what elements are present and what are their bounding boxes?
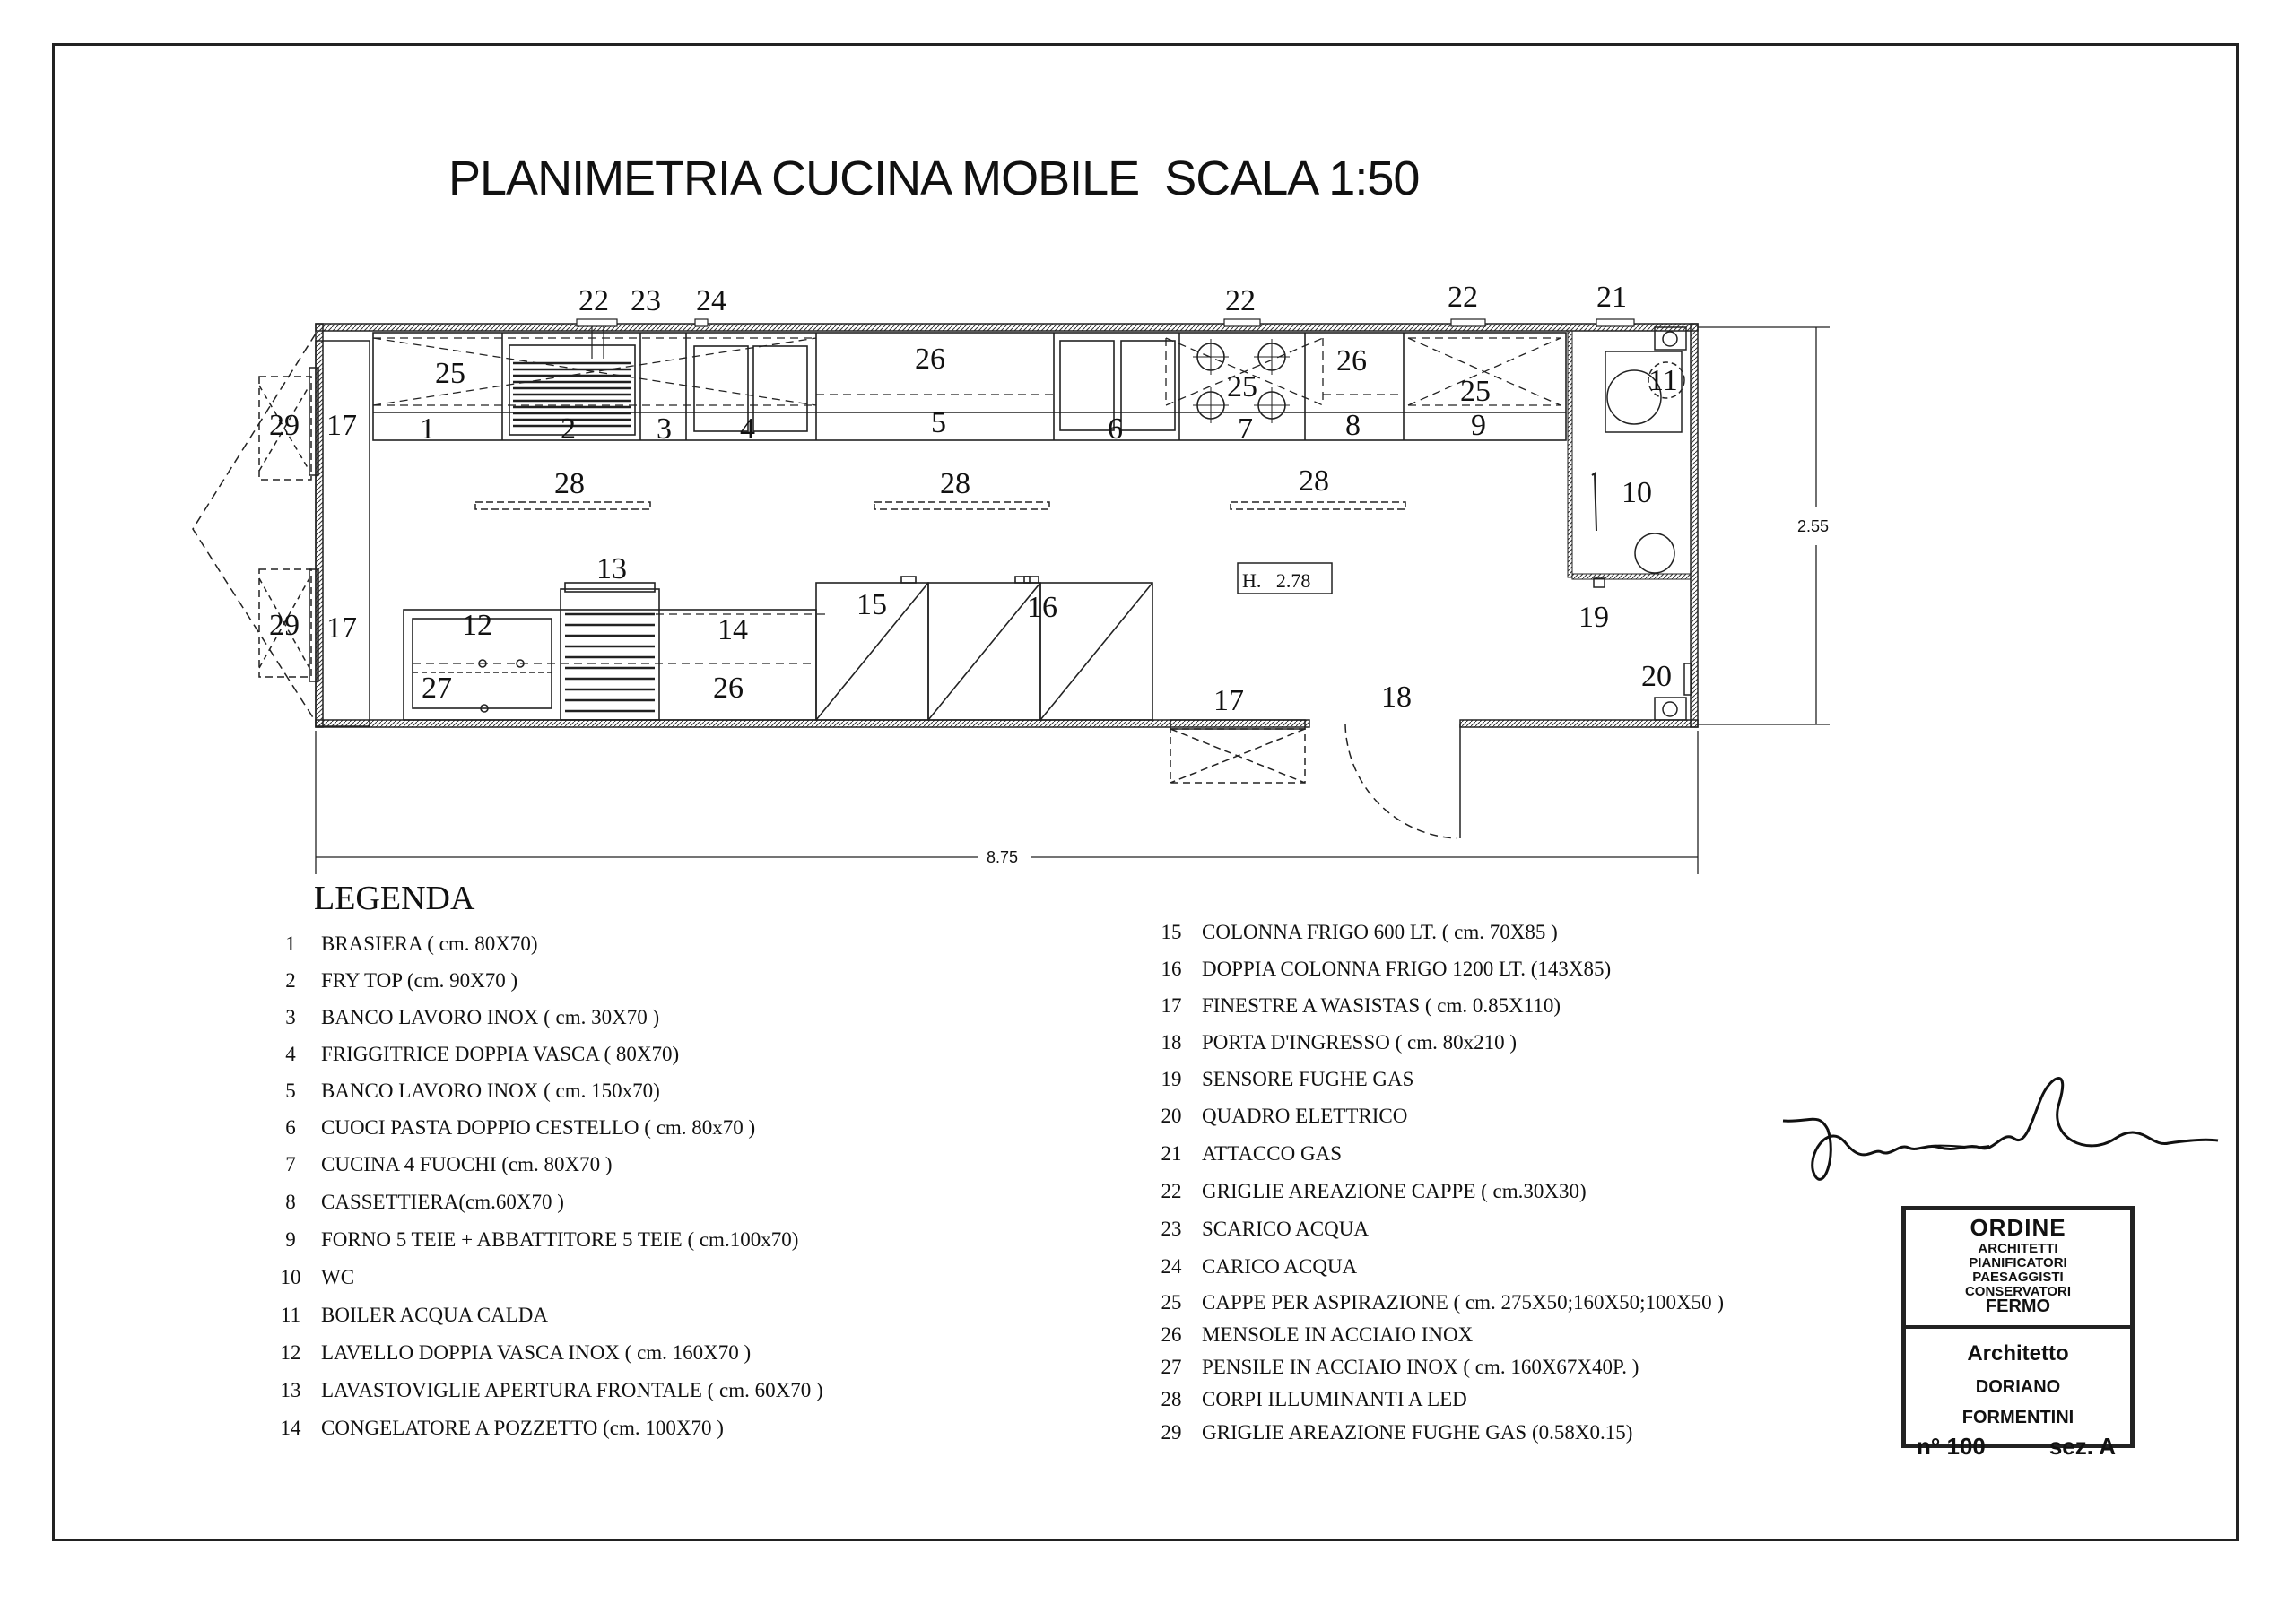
label-29-a: 29 — [269, 409, 300, 442]
label-16: 16 — [1027, 591, 1057, 624]
label-15: 15 — [857, 588, 887, 621]
legend-number: 29 — [1161, 1421, 1182, 1444]
legend-number: 20 — [1161, 1105, 1182, 1127]
label-2: 2 — [561, 412, 576, 446]
label-3: 3 — [657, 412, 672, 446]
legend-number: 6 — [285, 1116, 296, 1139]
hoods-and-shelves — [373, 338, 1561, 663]
label-17-a: 17 — [326, 409, 357, 442]
legend-text: FRIGGITRICE DOPPIA VASCA ( 80X70) — [321, 1043, 680, 1065]
legend-text: CASSETTIERA(cm.60X70 ) — [321, 1191, 564, 1213]
legend-item-5 — [269, 1080, 660, 1103]
label-28-b: 28 — [940, 467, 970, 500]
label-20: 20 — [1641, 660, 1672, 693]
legend-text: QUADRO ELETTRICO — [1202, 1105, 1408, 1127]
legend-number: 25 — [1161, 1291, 1182, 1314]
legend-number: 28 — [1161, 1388, 1182, 1410]
legend-item-11 — [269, 1304, 548, 1327]
drawing-title: PLANIMETRIA CUCINA MOBILE SCALA 1:50 — [448, 152, 1420, 205]
label-10: 10 — [1622, 476, 1652, 509]
legend-text: CARICO ACQUA — [1202, 1255, 1358, 1278]
label-22-c: 22 — [1448, 281, 1478, 314]
legend-item-17 — [1150, 994, 1561, 1018]
legend-text: CORPI ILLUMINANTI A LED — [1202, 1388, 1467, 1410]
label-9: 9 — [1471, 409, 1486, 442]
legend-item-23 — [1150, 1218, 1369, 1241]
legend-number: 22 — [1161, 1180, 1182, 1202]
legend-number: 23 — [1161, 1218, 1182, 1240]
stamp-line-2: ARCHITETTI — [1978, 1241, 2058, 1256]
stamp-number: n° 100 — [1917, 1433, 1986, 1460]
stamp-line-4: PAESAGGISTI — [1972, 1270, 2064, 1285]
label-8: 8 — [1345, 409, 1361, 442]
label-25-c: 25 — [1460, 375, 1491, 408]
label-5: 5 — [931, 406, 946, 439]
legend-item-6 — [269, 1116, 755, 1140]
legend-number: 19 — [1161, 1068, 1182, 1090]
legend-text: ATTACCO GAS — [1202, 1142, 1342, 1165]
legend-item-2 — [269, 969, 517, 993]
legend-number: 13 — [280, 1379, 301, 1401]
legend-number: 26 — [1161, 1323, 1182, 1346]
legend-item-22 — [1150, 1180, 1587, 1203]
professional-stamp — [1901, 1206, 2135, 1460]
legend-item-8 — [269, 1191, 564, 1214]
legend-text: BANCO LAVORO INOX ( cm. 150x70) — [321, 1080, 660, 1102]
legend-number: 17 — [1161, 994, 1182, 1017]
architect-signature — [1774, 1058, 2222, 1201]
label-25-a: 25 — [435, 357, 465, 390]
legend-item-24 — [1150, 1255, 1357, 1279]
legend-number: 18 — [1161, 1031, 1182, 1054]
top-labels — [578, 281, 1627, 317]
stamp-name-2: FORMENTINI — [1961, 1408, 2074, 1427]
label-14: 14 — [718, 613, 748, 646]
label-18: 18 — [1381, 681, 1412, 714]
legend-number: 14 — [280, 1417, 301, 1439]
legend-item-14 — [269, 1417, 724, 1440]
legend-number: 16 — [1161, 958, 1182, 980]
legend-text: MENSOLE IN ACCIAIO INOX — [1202, 1323, 1474, 1346]
legend-text: GRIGLIE AREAZIONE CAPPE ( cm.30X30) — [1202, 1180, 1587, 1202]
label-28-c: 28 — [1299, 464, 1329, 498]
legend-item-7 — [269, 1153, 613, 1176]
label-12: 12 — [462, 609, 492, 642]
dimension-depth: 2.55 — [1797, 517, 1830, 535]
legend-number: 4 — [285, 1043, 296, 1065]
legend-text: LAVASTOVIGLIE APERTURA FRONTALE ( cm. 60X70 ) — [321, 1379, 823, 1401]
legend-text: FORNO 5 TEIE + ABBATTITORE 5 TEIE ( cm.100x70) — [321, 1228, 799, 1251]
legend-title: LEGENDA — [314, 880, 475, 917]
stamp-line-5: CONSERVATORI — [1964, 1284, 2072, 1299]
label-17-b: 17 — [326, 611, 357, 645]
label-28-a: 28 — [554, 467, 585, 500]
legend-item-1 — [269, 932, 538, 956]
legend-text: DOPPIA COLONNA FRIGO 1200 LT. (143X85) — [1202, 958, 1612, 980]
legend-text: SCARICO ACQUA — [1202, 1218, 1369, 1240]
label-1: 1 — [420, 412, 435, 446]
legend-number: 24 — [1161, 1255, 1182, 1278]
label-6: 6 — [1108, 412, 1123, 446]
legend-item-16 — [1150, 958, 1611, 981]
label-19: 19 — [1578, 601, 1609, 634]
label-21: 21 — [1596, 281, 1627, 314]
legend-text: LAVELLO DOPPIA VASCA INOX ( cm. 160X70 ) — [321, 1341, 752, 1364]
label-4: 4 — [740, 412, 755, 446]
legend-item-26 — [1150, 1323, 1473, 1347]
label-24: 24 — [696, 284, 726, 317]
legend-number: 7 — [285, 1153, 296, 1175]
legend-text: CONGELATORE A POZZETTO (cm. 100X70 ) — [321, 1417, 724, 1439]
legend-item-12 — [269, 1341, 751, 1365]
legend-item-20 — [1150, 1105, 1407, 1128]
label-22-a: 22 — [578, 284, 609, 317]
legend-text: SENSORE FUGHE GAS — [1202, 1068, 1414, 1090]
legend-text: CAPPE PER ASPIRAZIONE ( cm. 275X50;160X50;100X50 ) — [1202, 1291, 1725, 1314]
legend-item-18 — [1150, 1031, 1517, 1054]
legend-number: 15 — [1161, 921, 1182, 943]
legend-text: PENSILE IN ACCIAIO INOX ( cm. 160X67X40P. ) — [1202, 1356, 1639, 1378]
legend-number: 27 — [1161, 1356, 1182, 1378]
dimension-width: 8.75 — [987, 848, 1019, 866]
stamp-line-1: ORDINE — [1970, 1214, 2066, 1241]
legend-number: 10 — [280, 1266, 301, 1288]
legend-text: BOILER ACQUA CALDA — [321, 1304, 549, 1326]
label-29-b: 29 — [269, 609, 300, 642]
top-counter — [373, 333, 1566, 440]
led-lights — [475, 502, 1405, 509]
legend-item-25 — [1150, 1291, 1724, 1314]
legend-item-27 — [1150, 1356, 1639, 1379]
legend-text: FINESTRE A WASISTAS ( cm. 0.85X110) — [1202, 994, 1561, 1017]
legend-text: FRY TOP (cm. 90X70 ) — [321, 969, 518, 992]
legend-item-28 — [1150, 1388, 1467, 1411]
legend-number: 21 — [1161, 1142, 1182, 1165]
legend-item-10 — [269, 1266, 354, 1289]
legend-text: COLONNA FRIGO 600 LT. ( cm. 70X85 ) — [1202, 921, 1558, 943]
legend-item-4 — [269, 1043, 679, 1066]
legend-text: CUOCI PASTA DOPPIO CESTELLO ( cm. 80x70 ) — [321, 1116, 756, 1139]
label-13: 13 — [596, 552, 627, 585]
stamp-section: sez. A — [2048, 1433, 2116, 1460]
side-windows — [193, 334, 370, 726]
label-26-c: 26 — [713, 672, 744, 705]
label-11: 11 — [1648, 364, 1678, 397]
legend-item-29 — [1150, 1421, 1632, 1444]
label-25-b: 25 — [1227, 370, 1257, 403]
legend-number: 8 — [285, 1191, 296, 1213]
label-22-b: 22 — [1225, 284, 1256, 317]
legend-text: WC — [321, 1266, 355, 1288]
legend-item-21 — [1150, 1142, 1342, 1166]
legend-text: CUCINA 4 FUOCHI (cm. 80X70 ) — [321, 1153, 613, 1175]
legend-item-19 — [1150, 1068, 1413, 1091]
legend-text: BANCO LAVORO INOX ( cm. 30X70 ) — [321, 1006, 660, 1028]
entrance — [1170, 720, 1460, 838]
label-26-a: 26 — [915, 343, 945, 376]
legend-number: 5 — [285, 1080, 296, 1102]
legend-text: PORTA D'INGRESSO ( cm. 80x210 ) — [1202, 1031, 1518, 1054]
stamp-line-3: PIANIFICATORI — [1969, 1255, 2067, 1270]
legend-number: 2 — [285, 969, 296, 992]
label-17-c: 17 — [1213, 684, 1244, 717]
legend-number: 9 — [285, 1228, 296, 1251]
label-26-b: 26 — [1336, 344, 1367, 377]
legend-number: 12 — [280, 1341, 301, 1364]
label-7: 7 — [1238, 412, 1253, 446]
label-23: 23 — [631, 284, 661, 317]
legend-number: 3 — [285, 1006, 296, 1028]
legend-item-15 — [1150, 921, 1558, 944]
label-27: 27 — [422, 672, 452, 705]
height-label: H. 2.78 — [1242, 569, 1311, 592]
legend-text: GRIGLIE AREAZIONE FUGHE GAS (0.58X0.15) — [1202, 1421, 1633, 1444]
stamp-line-6: FERMO — [1985, 1296, 2051, 1316]
legend-number: 11 — [280, 1304, 301, 1326]
stamp-name-1: DORIANO — [1975, 1377, 2061, 1397]
legend-number: 1 — [285, 932, 296, 955]
legend-text: BRASIERA ( cm. 80X70) — [321, 932, 538, 955]
legend-item-3 — [269, 1006, 659, 1029]
legend-item-13 — [269, 1379, 823, 1402]
legend-item-9 — [269, 1228, 798, 1252]
stamp-role: Architetto — [1967, 1341, 2069, 1366]
